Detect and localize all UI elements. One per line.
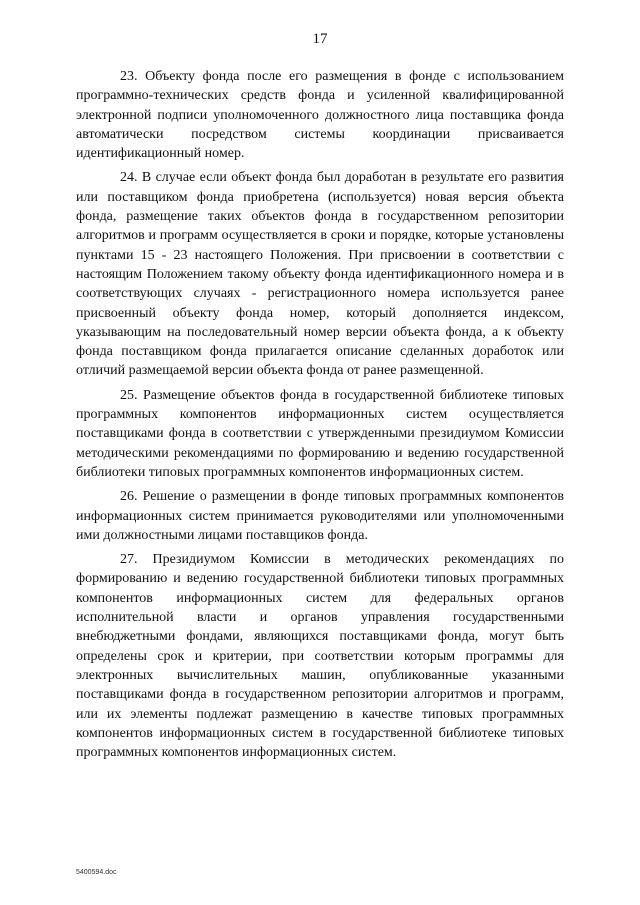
document-filename: 5400594.doc bbox=[76, 869, 117, 876]
document-body bbox=[76, 67, 564, 767]
paragraph-23: 23. Объекту фонда после его размещения в фонде с использованием программно-технических средств фонда и усиленной квалифицированной электронной подписи уполномоченного должностного лица поставщика фонда автоматически посредством системы координации присваивается идентификационный номер. bbox=[76, 69, 564, 162]
paragraph-27: 27. Президиумом Комиссии в методических рекомендациях по формированию и ведению государственной библиотеки типовых программных компонентов информационных систем для федеральных органов исполнительной власти и органов управления государственными внебюджетными фондами, являющихся поставщиками фонда, могут быть определены срок и критерии, при соответствии которым программы для электронных вычислительных машин, опубликованные указанными поставщиками фонда в государственном репозитории алгоритмов и программ, или их элементы подлежат размещению в качестве типовых программных компонентов информационных систем в государственной библиотеке типовых программных компонентов информационных систем. bbox=[76, 552, 564, 761]
paragraph-26: 26. Решение о размещении в фонде типовых программных компонентов информационных систем принимается руководителями или уполномоченными ими должностными лицами поставщиков фонда. bbox=[76, 489, 564, 543]
paragraph-24: 24. В случае если объект фонда был доработан в результате его развития или поставщиком фонда приобретена (используется) новая версия объекта фонда, размещение таких объектов фонда в государственном репозитории алгоритмов и программ осуществляется в сроки и порядке, которые установлены пунктами 15 - 23 настоящего Положения. При присвоении в соответствии с настоящим Положением такому объекту фонда идентификационного номера и в соответствующих случаях - регистрационного номера используется ранее присвоенный объекту фонда номер, который дополняется индексом, указывающим на последовательный номер версии объекта фонда, а к объекту фонда поставщиком фонда прилагается описание сделанных доработок или отличий размещаемой версии объекта фонда от ранее размещенной. bbox=[76, 170, 564, 379]
page-number: 17 bbox=[312, 31, 328, 47]
paragraph-25: 25. Размещение объектов фонда в государственной библиотеке типовых программных компонентов информационных систем осуществляется поставщиками фонда в соответствии с утвержденными президиумом Комиссии методическими рекомендациями по формированию и ведению государственной библиотеки типовых программных компонентов информационных систем. bbox=[76, 387, 564, 480]
